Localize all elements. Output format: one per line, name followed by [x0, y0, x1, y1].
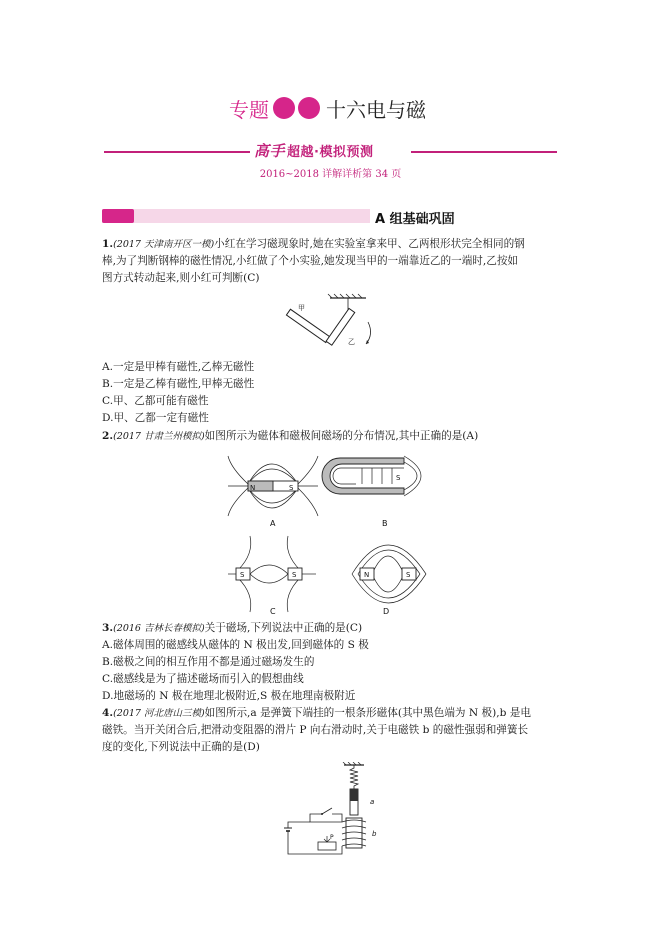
page-reference: 2016~2018 详解详析第 34 页 [259, 169, 402, 180]
banner-mark: 高手 [254, 142, 286, 160]
q3-text: 关于磁场,下列说法中正确的是(C) [204, 622, 363, 634]
q2-line-1 [102, 428, 478, 445]
q1-text-1: 小红在学习磁现象时,她在实验室拿来甲、乙两根形状完全相同的钢 [214, 238, 525, 250]
q4-line-2: 磁铁。当开关闭合后,把滑动变阻器的滑片 P 向右滑动时,关于电磁铁 b 的磁性强弱和弹簧长 [102, 724, 529, 736]
q1-option-d: D.甲、乙都一定有磁性 [102, 412, 209, 424]
q1-figure-rods [282, 292, 382, 354]
q1-line-3: 图方式转动起来,则小红可判断(C) [102, 272, 260, 284]
q3-option-a: A.磁体周围的磁感线从磁体的 N 极出发,回到磁体的 S 极 [102, 639, 369, 651]
q4-line-3: 度的变化,下列说法中正确的是(D) [102, 741, 260, 753]
q4-number: 4. [102, 707, 114, 719]
q2-c-pole-s-right: S [292, 571, 297, 579]
q3-line-1 [102, 620, 362, 637]
q1-line-1 [102, 236, 525, 253]
q1-number: 1. [102, 238, 114, 250]
q3-number: 3. [102, 622, 114, 634]
q1-label-jia: 甲 [298, 304, 305, 312]
title-suffix: 十六电与磁 [326, 98, 426, 122]
q2-label-a: A [270, 519, 276, 528]
q1-source: (2017 天津南开区一模) [113, 239, 215, 250]
q4-source: (2017 河北唐山三模) [113, 708, 205, 719]
banner-rule-right [411, 151, 557, 153]
q1-line-2: 棒,为了判断钢棒的磁性情况,小红做了个小实验,她发现当甲的一端靠近乙的一端时,乙按如 [102, 255, 519, 267]
q3-option-d: D.地磁场的 N 极在地理北极附近,S 极在地理南极附近 [102, 690, 356, 702]
page-title [0, 92, 661, 128]
banner-rule-left [104, 151, 250, 153]
q2-b-pole-s: S [396, 474, 401, 482]
q2-source: (2017 甘肃兰州模拟) [113, 431, 205, 442]
section-bar [102, 209, 370, 223]
q4-label-p: P [330, 834, 334, 841]
q4-text-1: 如图所示,a 是弹簧下端挂的一根条形磁体(其中黑色端为 N 极),b 是电 [204, 707, 531, 719]
q2-c-pole-s-left: S [240, 571, 245, 579]
q2-label-b: B [382, 519, 388, 528]
banner [254, 140, 373, 161]
q1-option-c: C.甲、乙都可能有磁性 [102, 395, 209, 407]
q2-a-pole-n: N [250, 484, 256, 492]
q4-line-1 [102, 705, 531, 722]
q2-d-pole-n: N [364, 571, 370, 579]
q4-label-b: b [372, 830, 377, 838]
q1-option-b: B.一定是乙棒有磁性,甲棒无磁性 [102, 378, 255, 390]
q3-option-c: C.磁感线是为了描述磁场而引入的假想曲线 [102, 673, 304, 685]
q4-label-a: a [370, 798, 375, 806]
q2-d-pole-s: S [406, 571, 411, 579]
section-tab [102, 209, 134, 223]
q2-label-d: D [383, 607, 390, 616]
q3-option-b: B.磁极之间的相互作用不都是通过磁场发生的 [102, 656, 315, 668]
q2-number: 2. [102, 430, 114, 442]
q1-label-yi: 乙 [348, 338, 355, 346]
q4-figure-electromagnet-circuit [284, 762, 384, 858]
banner-text: 超越·模拟预测 [287, 145, 374, 160]
q1-option-a: A.一定是甲棒有磁性,乙棒无磁性 [102, 361, 255, 373]
q2-label-c: C [270, 607, 276, 616]
q3-source: (2016 吉林长春模拟) [113, 623, 205, 634]
q2-text: 如图所示为磁体和磁极间磁场的分布情况,其中正确的是(A) [204, 430, 479, 442]
q2-a-pole-s: S [289, 484, 294, 492]
topic-number-badge [272, 96, 322, 120]
title-prefix: 专题 [229, 98, 269, 122]
q2-figure-magnetic-fields [226, 446, 432, 616]
section-title: A 组基础巩固 [375, 212, 455, 227]
